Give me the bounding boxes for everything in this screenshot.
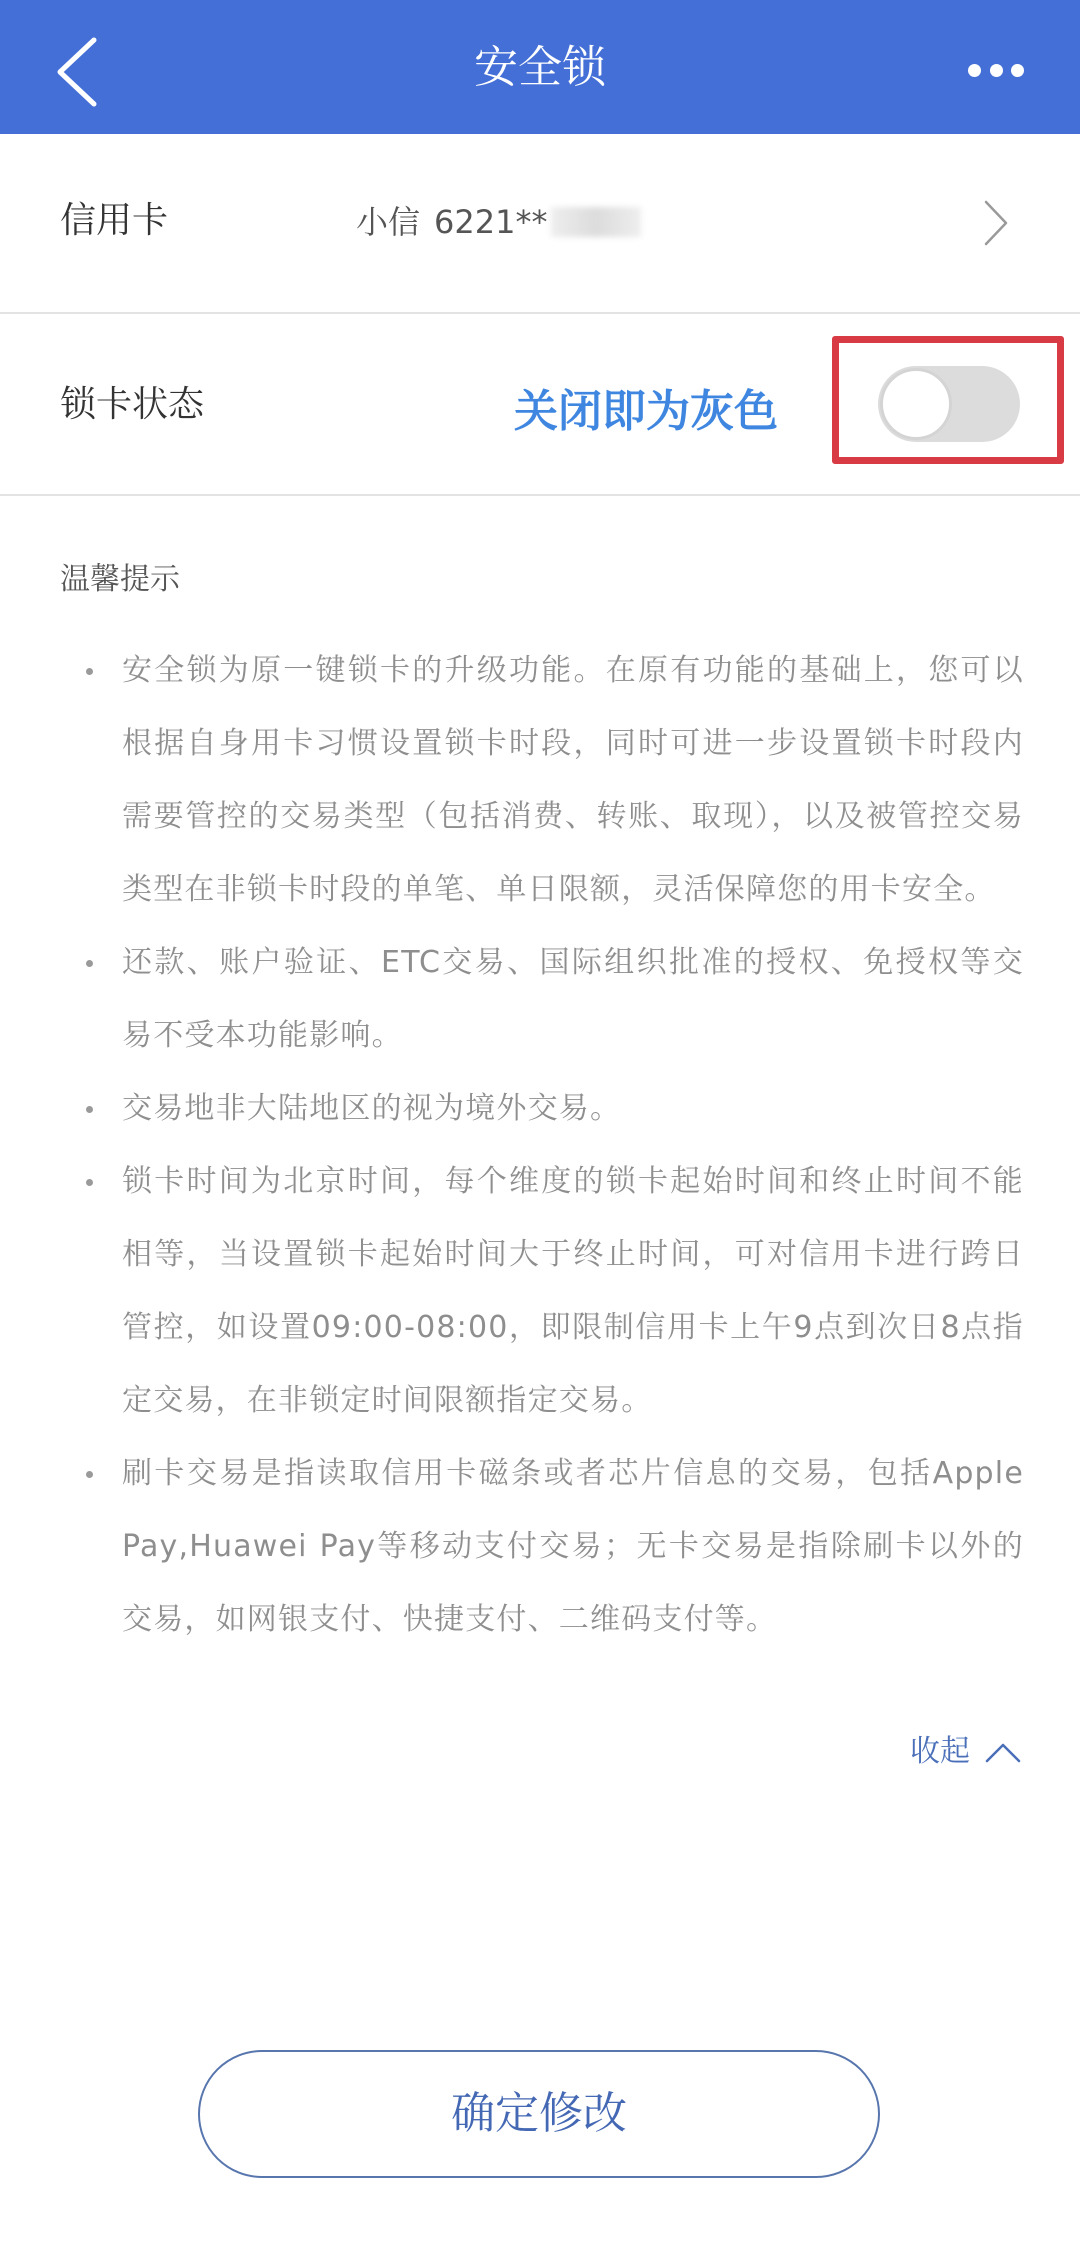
more-dots-icon — [1011, 64, 1024, 77]
tip-item: 安全锁为原一键锁卡的升级功能。在原有功能的基础上，您可以根据自身用卡习惯设置锁卡时段，同时可进一步设置锁卡时段内需要管控的交易类型（包括消费、转账、取现），以及被管控交易类型在非锁卡时段的单笔、单日限额，灵活保障您的用卡安全。 — [0, 634, 1080, 926]
tip-item: 锁卡时间为北京时间，每个维度的锁卡起始时间和终止时间不能相等，当设置锁卡起始时间大于终止时间，可对信用卡进行跨日管控，如设置09:00-08:00，即限制信用卡上午9点到次日8点指定交易，在非锁定时间限额指定交易。 — [0, 1145, 1080, 1437]
toggle-knob — [880, 368, 952, 440]
chevron-right-icon[interactable] — [980, 198, 1010, 248]
selected-card-value — [356, 200, 641, 244]
tips-list — [0, 634, 1080, 1656]
credit-card-selector-row[interactable] — [0, 134, 1080, 312]
top-app-bar — [0, 0, 1080, 134]
chevron-up-icon — [984, 1740, 1022, 1764]
lock-status-toggle[interactable] — [878, 366, 1020, 442]
more-dots-icon — [968, 64, 981, 77]
card-name: 小信 — [356, 203, 421, 241]
tip-item: 交易地非大陆地区的视为境外交易。 — [0, 1072, 1080, 1145]
divider — [0, 494, 1080, 496]
lock-status-row — [0, 314, 1080, 494]
annotation-text: 关闭即为灰色 — [514, 386, 778, 437]
credit-card-label: 信用卡 — [60, 200, 169, 241]
confirm-changes-button[interactable] — [198, 2050, 880, 2178]
card-number-blurred — [551, 207, 641, 237]
tip-item: 刷卡交易是指读取信用卡磁条或者芯片信息的交易，包括Apple Pay,Huawei Pay等移动支付交易；无卡交易是指除刷卡以外的交易，如网银支付、快捷支付、二维码支付等。 — [0, 1437, 1080, 1656]
page-title: 安全锁 — [474, 42, 606, 93]
collapse-label: 收起 — [910, 1734, 970, 1769]
lock-status-label: 锁卡状态 — [60, 384, 205, 425]
tips-title: 温馨提示 — [60, 562, 180, 597]
more-options-button[interactable] — [968, 60, 1024, 80]
more-dots-icon — [990, 64, 1003, 77]
confirm-label: 确定修改 — [451, 2088, 627, 2139]
collapse-tips-button[interactable] — [910, 1730, 1022, 1774]
tip-item: 还款、账户验证、ETC交易、国际组织批准的授权、免授权等交易不受本功能影响。 — [0, 926, 1080, 1072]
card-number-masked: 6221** — [434, 203, 548, 241]
